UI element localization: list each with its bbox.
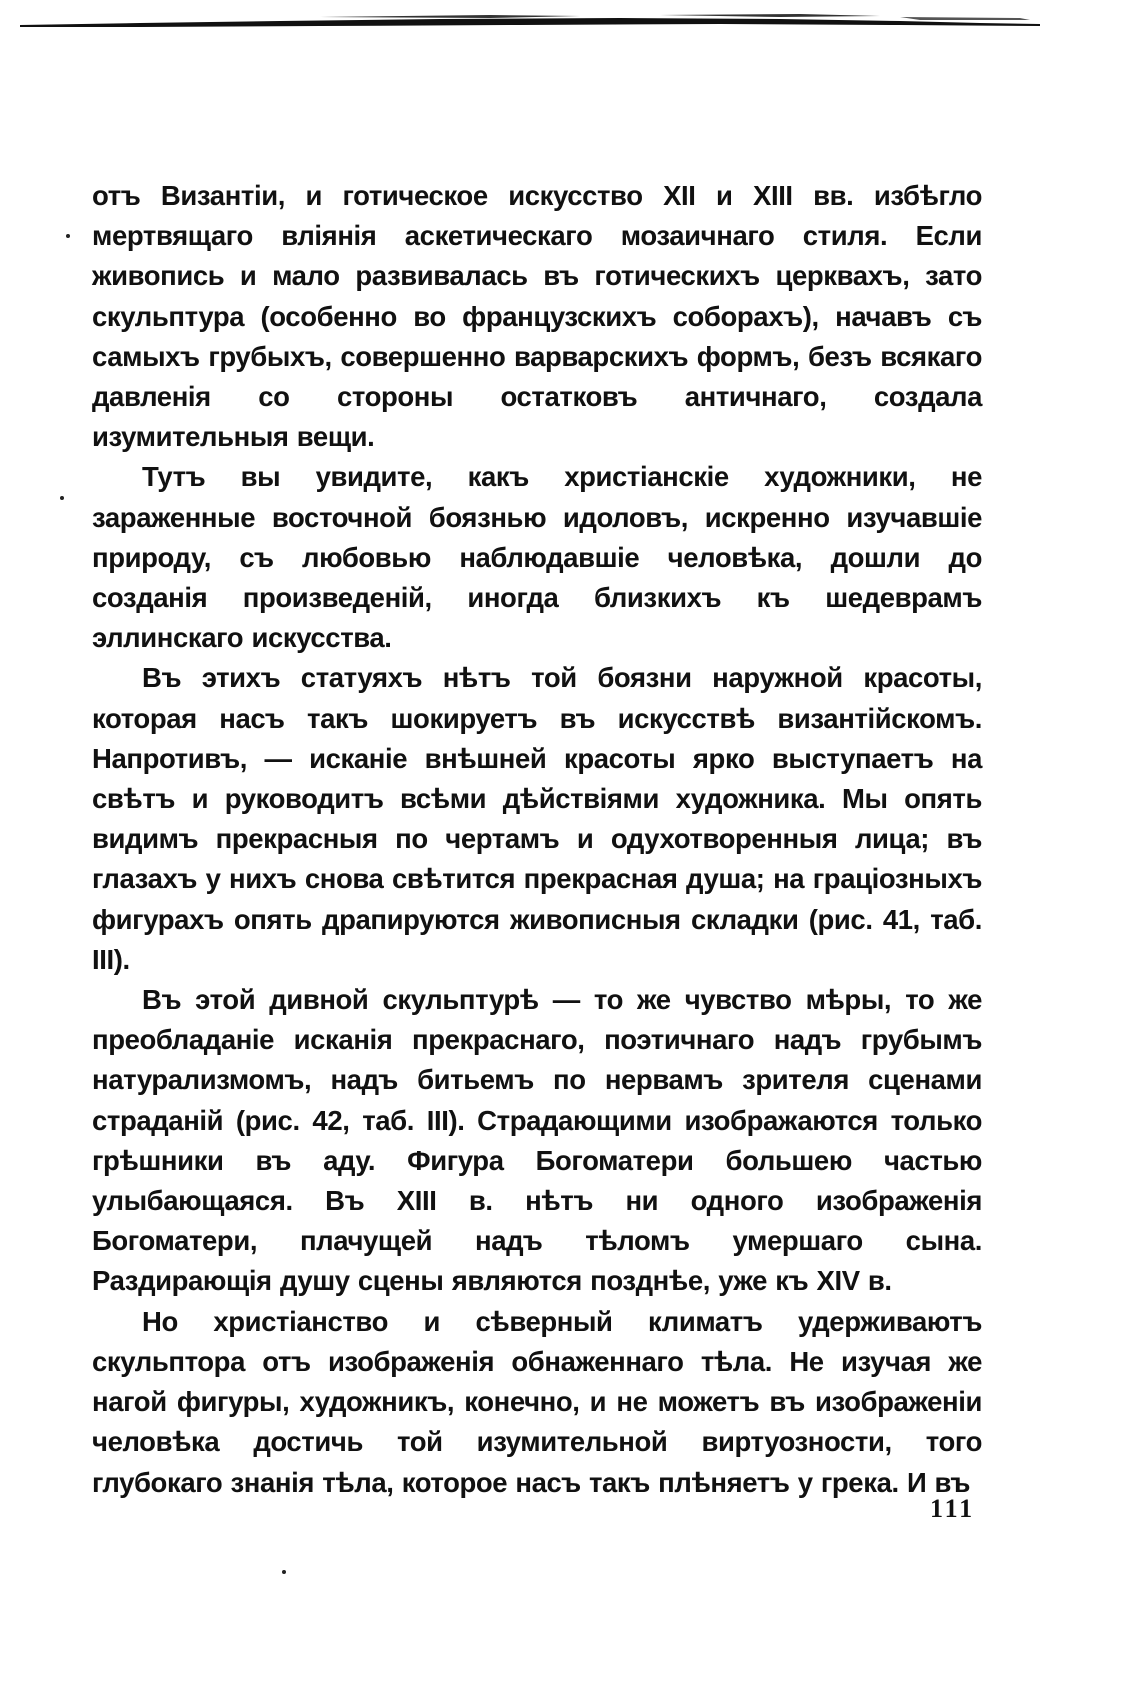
paragraph: Тутъ вы увидите, какъ христіанскіе художники, не зараженные восточной боязнью идоловъ, искренно изучавшіе природу, съ любовью наблюдавшіе человѣка, дошли до созданія произведеній, иногда близкихъ къ шедеврамъ эллинскаго искусства. (92, 461, 982, 654)
scan-speck (66, 234, 70, 238)
paragraph: Въ этихъ статуяхъ нѣтъ той боязни наружной красоты, которая насъ такъ шокируетъ въ искусствѣ византійскомъ. Напротивъ, — исканіе внѣшней красоты ярко выступаетъ на свѣтъ и руководитъ всѣми дѣйствіями художника. Мы опять видимъ прекрасныя по чертамъ и одухотворенныя лица; въ глазахъ у нихъ снова свѣтится прекрасная душа; на граціозныхъ фигурахъ опять драпируются живописныя складки (рис. 41, таб. III). (92, 662, 982, 975)
page-body-text (92, 176, 982, 1503)
paragraph: отъ Византіи, и готическое искусство XII и XIII вв. избѣгло мертвящаго вліянія аскетическаго мозаичнаго стиля. Если живопись и мало развивалась въ готическихъ церквахъ, зато скульптура (особенно во французскихъ соборахъ), начавъ съ самыхъ грубыхъ, совершенно варварскихъ формъ, безъ всякаго давленія со стороны остатковъ античнаго, создала изумительныя вещи. (92, 180, 982, 453)
paragraph: Въ этой дивной скульптурѣ — то же чувство мѣры, то же преобладаніе исканія прекраснаго, поэтичнаго надъ грубымъ натурализмомъ, надъ битьемъ по нервамъ зрителя сценами страданій (рис. 42, таб. III). Страдающими изображаются только грѣшники въ аду. Фигура Богоматери большею частью улыбающаяся. Въ XIII в. нѣтъ ни одного изображенія Богоматери, плачущей надъ тѣломъ умершаго сына. Раздирающія душу сцены являются позднѣе, уже къ XIV в. (92, 984, 982, 1297)
paragraph: Но христіанство и сѣверный климатъ удерживаютъ скульптора отъ изображенія обнаженнаго тѣла. Не изучая же нагой фигуры, художникъ, конечно, и не можетъ въ изображеніи человѣка достичь той изумительной виртуозности, того глубокаго знанія тѣла, которое насъ такъ плѣняетъ у грека. И въ (92, 1305, 982, 1498)
top-decorative-rule (20, 14, 1040, 28)
scan-speck (60, 496, 64, 500)
page-number: 111 (930, 1494, 976, 1523)
scan-speck (282, 1570, 286, 1574)
